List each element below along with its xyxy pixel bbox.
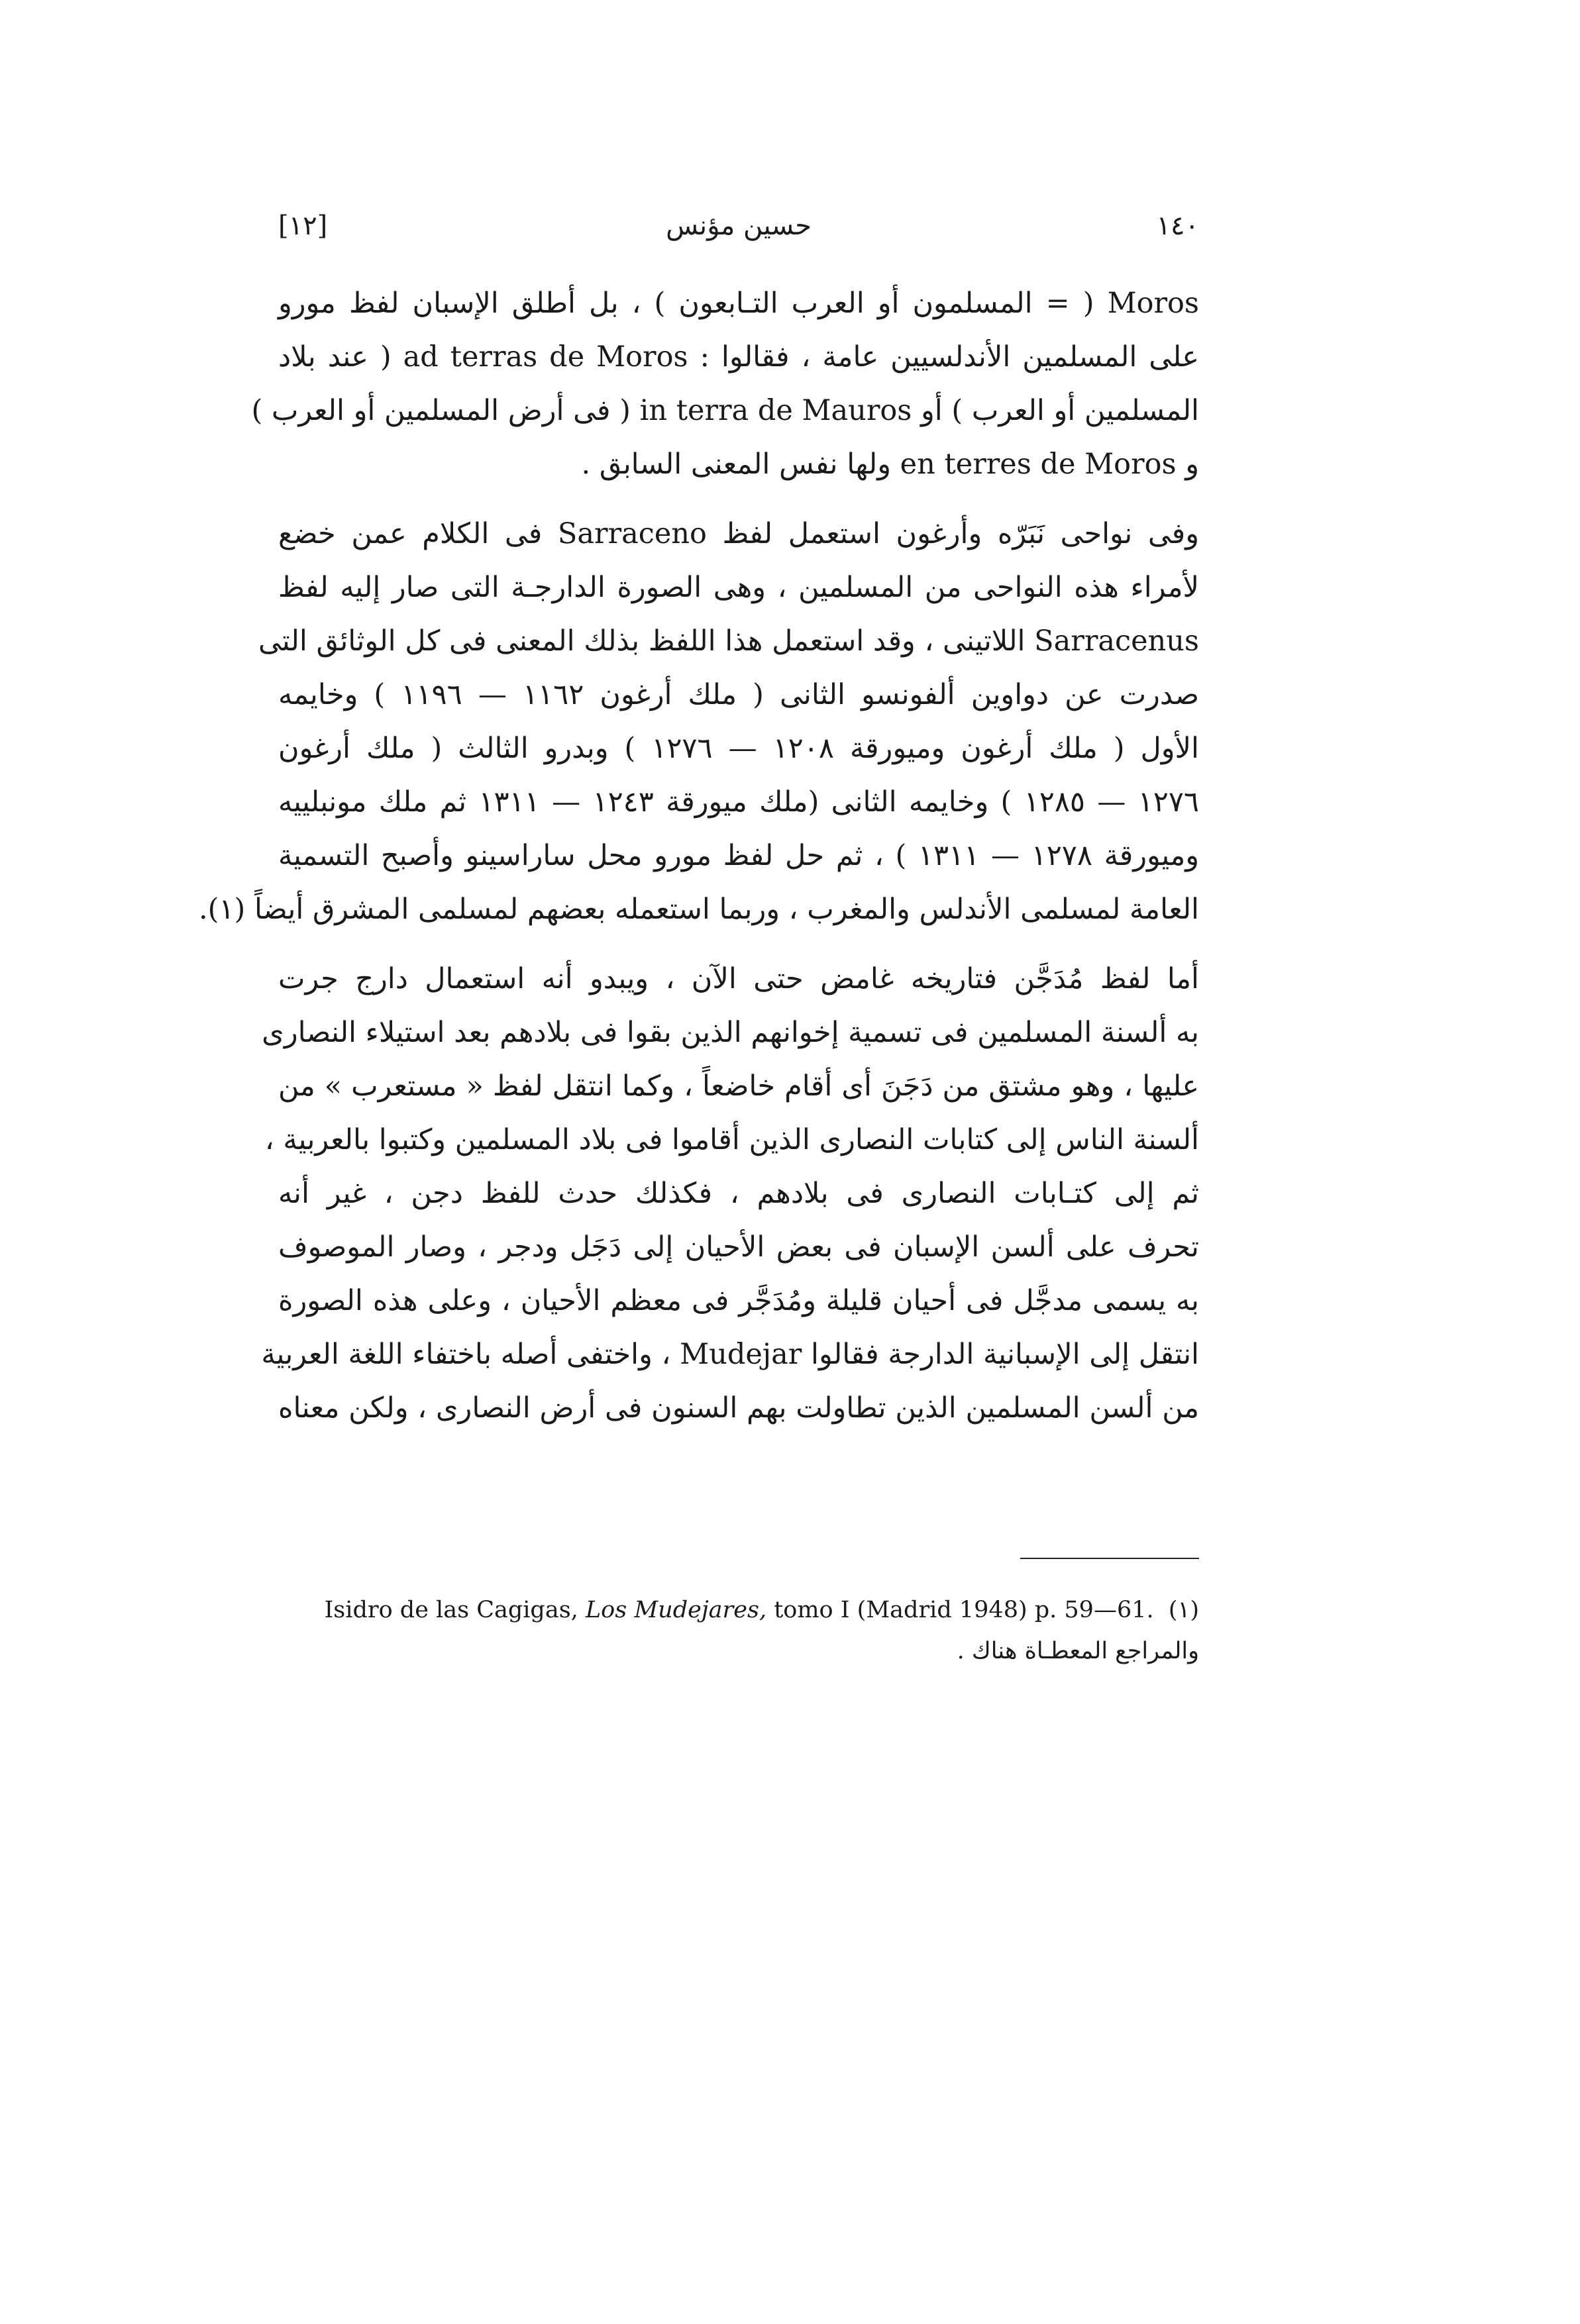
text-line: صدرت عن دواوين ألفونسو الثانى ( ملك أرغون ١١٦٢ — ١١٩٦ ) وخايمه [278,678,1199,711]
text-line: المسلمين أو العرب ) أو in terra de Mauros ( فى أرض المسلمين أو العرب ) [251,394,1199,427]
text-line: ١٢٧٦ — ١٢٨٥ ) وخايمه الثانى (ملك ميورقة ١٢٤٣ — ١٣١١ ثم ملك مونبلييه [278,785,1200,819]
text-line: على المسلمين الأندلسيين عامة ، فقالوا : ad terras de Moros ( عند بلاد [278,340,1200,374]
footnote-arabic-note: والمراجع المعطـاة هناك . [957,1638,1199,1664]
footnote-citation-suffix: tomo I (Madrid 1948) p. 59—61. [766,1597,1154,1623]
text-line: تحرف على ألسن الإسبان فى بعض الأحيان إلى دَجَل ودجر ، وصار الموصوف [278,1231,1199,1264]
author-name: حسين مؤنس [666,211,812,241]
text-line: لأمراء هذه النواحى من المسلمين ، وهى الصورة الدارجـة التى صار إليه لفظ [278,571,1199,604]
running-header [278,211,1199,257]
text-line: به ألسنة المسلمين فى تسمية إخوانهم الذين بقوا فى بلادهم بعد استيلاء النصارى [262,1016,1199,1049]
text-line: و en terres de Moros ولها نفس المعنى السابق . [581,448,1199,481]
text-line: Moros ( = المسلمون أو العرب التـابعون ) ، بل أطلق الإسبان لفظ مورو [278,287,1199,320]
text-line: العامة لمسلمى الأندلس والمغرب ، وربما استعمله بعضهم لمسلمى المشرق أيضاً (١). [198,893,1199,926]
footnote-citation-prefix: Isidro de las Cagigas, [324,1597,586,1623]
text-line: ثم إلى كتـابات النصارى فى بلادهم ، فكذلك حدث للفظ دجن ، غير أنه [278,1177,1199,1210]
text-line: ألسنة الناس إلى كتابات النصارى الذين أقاموا فى بلاد المسلمين وكتبوا بالعربية ، [264,1123,1199,1156]
text-line: وميورقة ١٢٧٨ — ١٣١١ ) ، ثم حل لفظ مورو محل ساراسينو وأصبح التسمية [278,839,1200,872]
footnote-number: (١) [1168,1597,1199,1623]
text-line: الأول ( ملك أرغون وميورقة ١٢٠٨ — ١٢٧٦ ) وبدرو الثالث ( ملك أرغون [278,732,1199,765]
text-line: به يسمى مدجَّل فى أحيان قليلة ومُدَجَّر فى معظم الأحيان ، وعلى هذه الصورة [278,1284,1199,1317]
footnotes [278,1590,1199,1672]
page-number: ١٤٠ [1156,211,1199,241]
footnote-citation-title: Los Mudejares, [585,1597,767,1623]
text-line: Sarracenus اللاتينى ، وقد استعمل هذا اللفظ بذلك المعنى فى كل الوثائق التى [258,625,1199,658]
text-line: وفى نواحى نَبَرّه وأرغون استعمل لفظ Sarraceno فى الكلام عمن خضع [278,517,1199,550]
main-text [198,277,1200,1435]
footnote-separator [1020,1558,1199,1559]
text-line: عليها ، وهو مشتق من دَجَنَ أى أقام خاضعاً ، وكما انتقل لفظ « مستعرب » من [278,1070,1199,1103]
text-line: انتقل إلى الإسبانية الدارجة فقالوا Mudejar ، واختفى أصله باختفاء اللغة العربية [261,1338,1199,1371]
section-number: [١٢] [278,211,328,241]
text-line: من ألسن المسلمين الذين تطاولت بهم السنون فى أرض النصارى ، ولكن معناه [278,1391,1199,1425]
text-line: أما لفظ مُدَجَّن فتاريخه غامض حتى الآن ، ويبدو أنه استعمال دارج جرت [278,962,1199,995]
footnote-citation [278,1590,1199,1631]
